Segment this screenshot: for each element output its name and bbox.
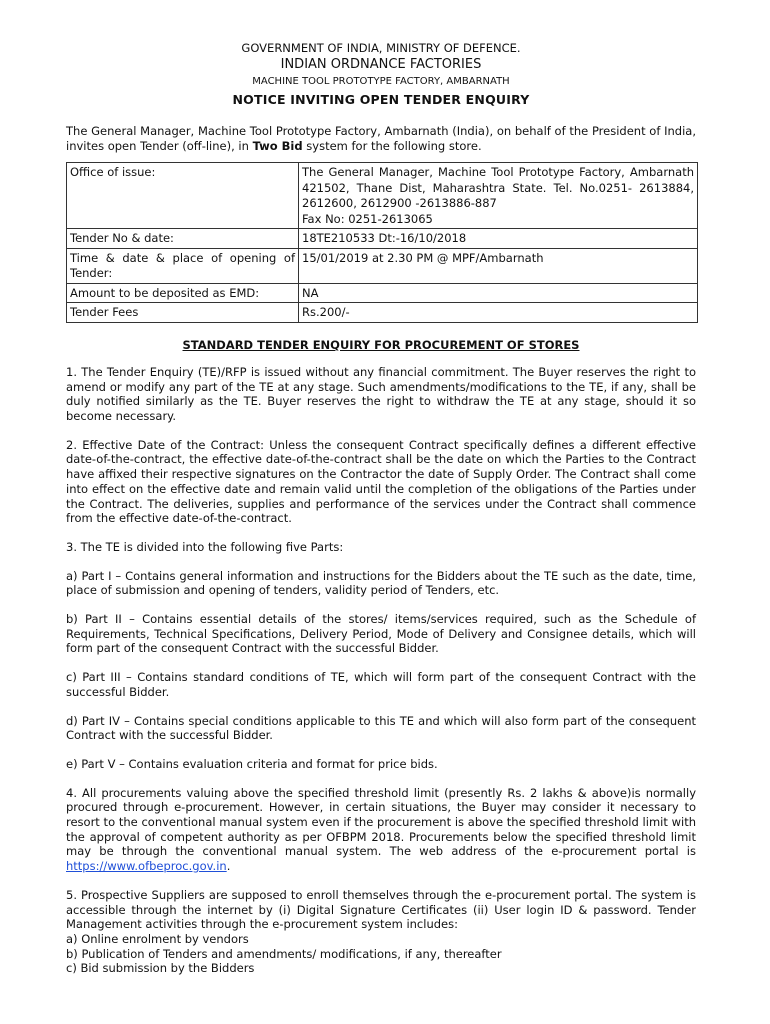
- list-item: c) Bid submission by the Bidders: [66, 961, 255, 976]
- paragraph-2: 2. Effective Date of the Contract: Unless the consequent Contract specifically defines a different effective date-of-the-contract, the effective date-of-the-contract shall be the date on which the Parties to the Contract have affixed their respective signatures on the Contractor the date of Supply Order. The Contract shall come into effect on the effective date and remain valid until the completion of the obligations of the Parties under the Contract. The deliveries, supplies and performance of the services under the Contract shall commence from the effective date-of-the-contract.: [66, 437, 696, 526]
- ministry-line: GOVERNMENT OF INDIA, MINISTRY OF DEFENCE.: [241, 41, 521, 55]
- table-row: [67, 283, 698, 303]
- section-title: STANDARD TENDER ENQUIRY FOR PROCUREMENT OF STORES: [182, 337, 580, 352]
- part-1-item: a) Part I – Contains general information and instructions for the Bidders about the TE such as the date, time, place of submission and opening of tenders, validity period of Tenders, etc.: [66, 568, 696, 598]
- opening-value: 15/01/2019 at 2.30 PM @ MPF/Ambarnath: [299, 248, 698, 283]
- part-4-item: d) Part IV – Contains special conditions applicable to this TE and which will also form part of the consequent Contract with the successful Bidder.: [66, 713, 696, 743]
- tender-no-value: 18TE210533 Dt:-16/10/2018: [299, 229, 698, 249]
- bid-system-bold: Two Bid: [252, 138, 303, 153]
- office-label: Office of issue:: [67, 163, 299, 229]
- office-value: The General Manager, Machine Tool Prototype Factory, Ambarnath 421502, Thane Dist, Maharashtra State. Tel. No.0251- 2613884, 2612600, 2612900 -2613886-887 Fax No: 0251-2613065: [299, 163, 698, 229]
- paragraph-5: 5. Prospective Suppliers are supposed to enroll themselves through the e-procurement portal. The system is accessible through the internet by (i) Digital Signature Certificates (ii) User login ID & password. Tender Management activities through the e-procurement system includes:: [66, 887, 696, 932]
- eprocurement-activities-list: [66, 932, 696, 976]
- part-2-item: b) Part II – Contains essential details of the stores/ items/services required, such as the Schedule of Requirements, Technical Specifications, Delivery Period, Mode of Delivery and Consignee details, which will form part of the consequent Contract with the successful Bidder.: [66, 612, 696, 656]
- tender-info-table: [66, 162, 698, 323]
- document-page: [66, 40, 696, 976]
- paragraph-3: 3. The TE is divided into the following five Parts:: [66, 539, 344, 554]
- part-3-item: c) Part III – Contains standard conditions of TE, which will form part of the consequent Contract with the successful Bidder.: [66, 670, 696, 699]
- fees-value: Rs.200/-: [299, 303, 698, 323]
- letterhead: [66, 40, 696, 109]
- emd-label: Amount to be deposited as EMD:: [67, 283, 299, 303]
- factory-line: MACHINE TOOL PROTOTYPE FACTORY, AMBARNATH: [252, 76, 510, 87]
- notice-title: NOTICE INVITING OPEN TENDER ENQUIRY: [232, 92, 530, 107]
- part-5-item: e) Part V – Contains evaluation criteria and format for price bids.: [66, 756, 438, 771]
- list-item: b) Publication of Tenders and amendments/ modifications, if any, thereafter: [66, 946, 502, 961]
- intro-paragraph: The General Manager, Machine Tool Prototype Factory, Ambarnath (India), on behalf of the President of India, invites open Tender (off-line), in Two Bid system for the following store.: [66, 124, 696, 153]
- table-row: [67, 303, 698, 323]
- emd-value: NA: [299, 283, 698, 303]
- fees-label: Tender Fees: [67, 303, 299, 323]
- list-item: a) Online enrolment by vendors: [66, 932, 249, 946]
- fax-number: Fax No: 0251-2613065: [302, 211, 433, 226]
- paragraph-1: 1. The Tender Enquiry (TE)/RFP is issued without any financial commitment. The Buyer reserves the right to amend or modify any part of the TE at any stage. Such amendments/modifications to the TE, if any, shall be duly notified similarly as the TE. Buyer reserves the right to withdraw the TE at any stage, should it so become necessary.: [66, 364, 696, 424]
- paragraph-4: 4. All procurements valuing above the specified threshold limit (presently Rs. 2 lakhs & above)is normally procured through e-procurement. However, in certain situations, the Buyer may consider it necessary to resort to the conventional manual system even if the procurement is above the specified threshold limit with the approval of competent authority as per OFBPM 2018. Procurements below the specified threshold limit may be through the conventional manual system. The web address of the e-procurement portal is https://www.ofbeproc.gov.in.: [66, 785, 696, 874]
- table-row: [67, 163, 698, 229]
- opening-label: Time & date & place of opening of Tender:: [67, 248, 299, 283]
- tender-no-label: Tender No & date:: [67, 229, 299, 249]
- table-row: [67, 248, 698, 283]
- table-row: [67, 229, 698, 249]
- organisation-line: INDIAN ORDNANCE FACTORIES: [280, 57, 482, 72]
- eprocurement-portal-link[interactable]: https://www.ofbeproc.gov.in: [66, 859, 227, 874]
